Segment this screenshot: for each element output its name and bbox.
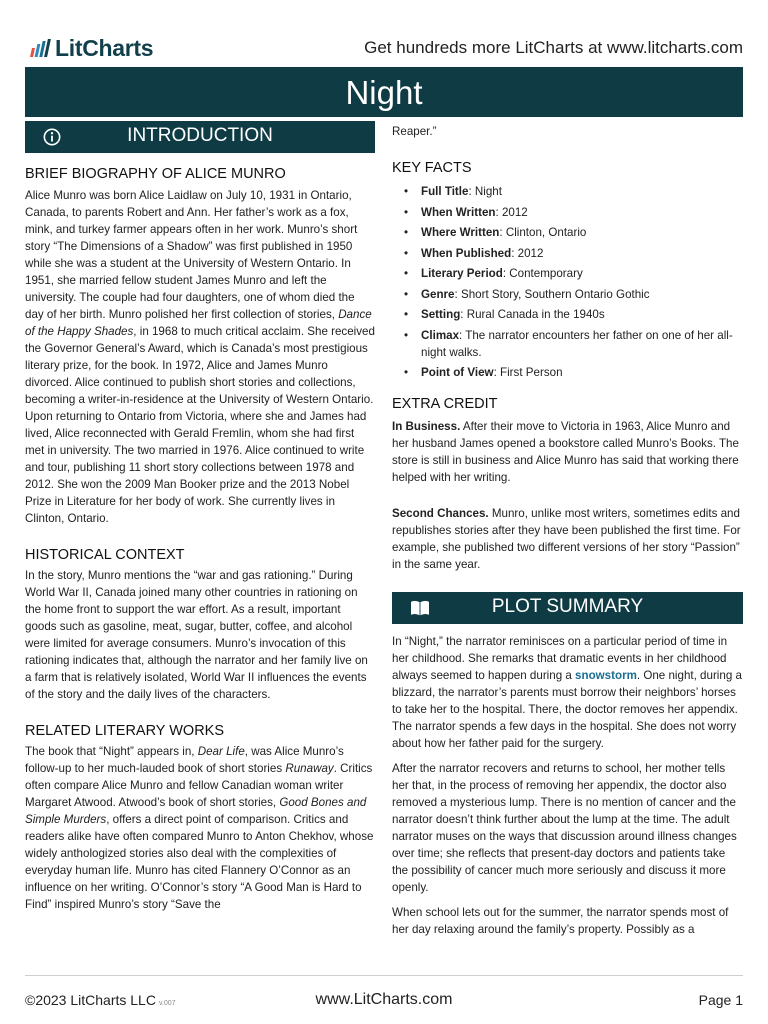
- key-fact-value: : First Person: [493, 366, 563, 379]
- related-works-continuation: Reaper.”: [392, 125, 437, 138]
- plot-text: In “Night,” the narrator reminisces on a particular period of time in her childhood. She remarks that dramatic events in her childhood always seemed to happen during a: [392, 635, 728, 682]
- historical-context-heading: HISTORICAL CONTEXT: [25, 547, 185, 563]
- extra-credit-item: [392, 418, 743, 486]
- litcharts-logo[interactable]: [31, 34, 153, 62]
- key-fact-value: : Rural Canada in the 1940s: [460, 308, 605, 321]
- copyright-text: ©2023 LitCharts LLC: [25, 992, 156, 1008]
- key-fact-label: Where Written: [421, 226, 500, 239]
- key-fact-item: [404, 286, 743, 303]
- key-fact-item: [404, 265, 743, 282]
- key-fact-item: [404, 327, 743, 361]
- related-works-paragraph: [25, 743, 375, 913]
- introduction-banner: [25, 121, 375, 153]
- key-facts-list: [404, 183, 743, 381]
- key-fact-label: Point of View: [421, 366, 494, 379]
- key-fact-label: When Published: [421, 246, 512, 260]
- key-fact-label: When Written: [421, 205, 496, 219]
- historical-context-paragraph: In the story, Munro mentions the “war and gas rationing.” During World War II, Canada joined many other countries in rationing on the home front to support the war effort. As a result, important goods such as gasoline, meat, sugar, butter, coffee, and alcohol were limited for average consumers. Munro’s invocation of this rationing indicates that, although the narrator and her family live on a farm that is relatively isolated, World War II influences the events of the story and the daily lives of the characters.: [25, 569, 368, 701]
- logo-bars-icon: [31, 39, 49, 57]
- footer-divider: [25, 975, 743, 976]
- extra-credit-label: In Business.: [392, 420, 461, 433]
- plot-summary-paragraph: [392, 633, 743, 752]
- key-fact-value: : 2012: [495, 205, 528, 219]
- related-text-3: . Critics often compare Alice Munro and fellow Canadian woman writer Margaret Atwood. Atwood’s book of short stories,: [25, 762, 373, 809]
- key-fact-value: : 2012: [511, 246, 544, 260]
- plot-summary-label: PLOT SUMMARY: [491, 596, 644, 617]
- related-book-title-2: Runaway: [285, 762, 334, 775]
- key-fact-value: : Short Story, Southern Ontario Gothic: [454, 287, 650, 301]
- key-fact-value: : Clinton, Ontario: [499, 226, 587, 239]
- extra-credit-label: Second Chances.: [392, 507, 489, 520]
- page-title: Night: [345, 74, 423, 111]
- key-fact-label: Setting: [421, 308, 461, 321]
- footer-site-link[interactable]: www.LitCharts.com: [315, 991, 453, 1008]
- extra-credit-item: [392, 505, 743, 573]
- title-banner: [25, 67, 743, 117]
- key-fact-label: Literary Period: [421, 267, 503, 280]
- bio-text-2: , in 1968 to much critical acclaim. She received the Governor General’s Award, which is Canada’s most prestigious literary prize, for the book. In 1972, Alice and James Munro divorced. Alice continued to publish short stories and collections, becoming a writer-in-residence at the University of Western Ontario. Upon returning to Ontario from Victoria, where she and James had lived, Alice reconnected with Gerald Fremlin, whom she had first met in university. The two married in 1976. Alice continued to write and tour, publishing 11 short story collections between 1978 and 2012. She won the 2009 Man Booker prize and the 2013 Nobel Prize in Literature for her body of work. She currently lives in Clinton, Ontario.: [25, 325, 375, 525]
- related-text-4: , offers a direct point of comparison. Critics and readers alike have often compared Munro to Anton Chekhov, whose widely anthologized stories also deal with the complexities of everyday human life. Munro has cited Flannery O’Connor as an influence on her writing. O’Connor’s story “A Good Man is Hard to Find” inspired Munro’s story “Save the: [25, 813, 374, 911]
- page-number: Page 1: [698, 992, 743, 1008]
- key-fact-label: Full Title: [421, 185, 469, 198]
- key-fact-item: [404, 183, 743, 200]
- key-fact-label: Genre: [421, 287, 455, 301]
- bio-book-title: Dance of the Happy Shades: [25, 308, 372, 338]
- related-book-title-3: Good Bones and Simple Murders: [25, 796, 367, 826]
- related-book-title-1: Dear Life: [197, 745, 245, 758]
- extra-credit-heading: EXTRA CREDIT: [392, 396, 498, 412]
- key-fact-item: [404, 224, 743, 241]
- related-works-heading: RELATED LITERARY WORKS: [25, 723, 225, 739]
- bio-heading: BRIEF BIOGRAPHY OF ALICE MUNRO: [25, 166, 286, 182]
- plot-summary-paragraph: After the narrator recovers and returns to school, her mother tells her that, in the process of removing her appendix, the doctor also removed a mysterious lump. There is no mention of cancer and the narrator doesn’t think further about the lump at the time. The adult narrator muses on the ways that discussion around illness changes over time; she reflects that present-day doctors and patients take the possibility of cancer much more seriously and discuss it more openly.: [392, 762, 737, 894]
- plot-text: . One night, during a blizzard, the narrator’s parents must borrow their neighbors’ horses to take her to the hospital. There, the doctor removes her appendix. The narrator spends a few days in the hospital. She does not worry about how her father paid for the surgery.: [392, 669, 742, 750]
- snowstorm-symbol-link[interactable]: snowstorm: [575, 669, 637, 682]
- bio-paragraph: [25, 187, 375, 527]
- bio-text-1: Alice Munro was born Alice Laidlaw on July 10, 1931 in Ontario, Canada, to parents Robert and Ann. Her father’s work as a fox, mink, and turkey farmer appears often in her work. Munro’s short story “The Dimensions of a Shadow” was first published in 1950 while she was a student at the University of Western Ontario. In 1951, she married fellow student James Munro and left the university. The couple had four daughters, one of whom died the day of her birth. Munro polished her first collection of stories,: [25, 189, 358, 321]
- plot-summary-paragraph: When school lets out for the summer, the narrator spends most of her day relaxing around the family’s property. Possibly as a: [392, 906, 729, 936]
- right-column: [392, 121, 743, 938]
- plot-summary-banner: [392, 592, 743, 624]
- related-text-1: The book that “Night” appears in,: [25, 745, 198, 758]
- key-fact-item: [404, 364, 743, 381]
- version-text: v.007: [158, 1000, 176, 1007]
- key-fact-value: : Contemporary: [502, 267, 583, 280]
- logo-text: LitCharts: [55, 34, 154, 61]
- key-fact-label: Climax: [421, 328, 460, 342]
- key-fact-item: [404, 204, 743, 221]
- introduction-label: INTRODUCTION: [127, 125, 273, 146]
- related-text-2: , was Alice Munro’s follow-up to her much-lauded book of short stories: [25, 745, 344, 775]
- key-fact-value: : Night: [468, 185, 502, 198]
- page-header: [25, 34, 743, 64]
- page-footer: [25, 990, 743, 1012]
- header-tagline[interactable]: Get hundreds more LitCharts at www.litcharts.com: [364, 38, 743, 57]
- extra-credit-text: After their move to Victoria in 1963, Alice Munro and her husband James opened a bookstore called Munro’s Books. The store is still in business and Alice Munro has said that working there helped with her writing.: [392, 420, 739, 484]
- left-column: [25, 121, 375, 913]
- key-fact-item: [404, 245, 743, 262]
- extra-credit-text: Munro, unlike most writers, sometimes edits and republishes stories after they have been published the first time. For example, she published two different versions of her story “Passion” in the same year.: [392, 507, 741, 571]
- key-fact-item: [404, 306, 743, 323]
- key-facts-heading: KEY FACTS: [392, 160, 472, 176]
- key-fact-value: : The narrator encounters her father on one of her all-night walks.: [421, 328, 733, 359]
